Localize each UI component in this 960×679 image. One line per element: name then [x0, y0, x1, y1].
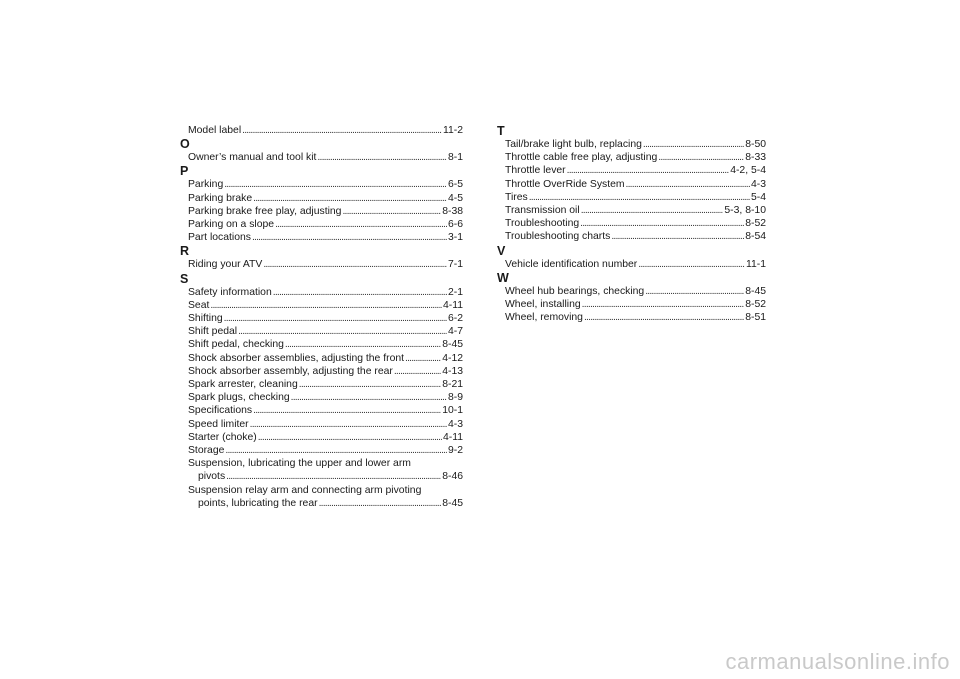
index-entry[interactable]: Wheel hub bearings, checking . . . 8-45 [497, 285, 766, 298]
index-entry-multiline[interactable]: Suspension relay arm and connecting arm pivoting points, lubricating the rear . . . 8-45 [180, 484, 463, 510]
index-entry[interactable]: Parking . . . 6-5 [180, 178, 463, 191]
index-group-v [497, 244, 766, 271]
index-entry[interactable]: Vehicle identification number . . . 11-1 [497, 258, 766, 271]
index-entry[interactable]: Owner’s manual and tool kit . . . 8-1 [180, 151, 463, 164]
index-entry[interactable]: Part locations . . . 3-1 [180, 231, 463, 244]
index-letter-heading: T [497, 124, 505, 138]
index-entry[interactable]: Throttle OverRide System . . . 4-3 [497, 178, 766, 191]
index-entry[interactable]: Tires . . . 5-4 [497, 191, 766, 204]
index-entry[interactable]: Transmission oil . . . 5-3, 8-10 [497, 204, 766, 217]
index-group-t [497, 124, 766, 244]
index-entry[interactable]: Shift pedal, checking . . . 8-45 [180, 338, 463, 351]
index-entry[interactable]: Shifting . . . 6-2 [180, 312, 463, 325]
index-group-r [180, 244, 463, 271]
index-letter-heading: O [180, 137, 190, 152]
index-entry[interactable]: Parking brake free play, adjusting . . . 8-38 [180, 205, 463, 218]
index-letter-heading: S [180, 271, 189, 286]
index-entry[interactable]: Parking brake . . . 4-5 [180, 192, 463, 205]
index-entry[interactable]: Safety information . . . 2-1 [180, 286, 463, 299]
index-entry[interactable]: Shock absorber assembly, adjusting the rear . . . 4-13 [180, 365, 463, 378]
index-group-p [180, 164, 463, 244]
index-entry[interactable]: Speed limiter . . . 4-3 [180, 418, 463, 431]
index-entry-multiline[interactable]: Suspension, lubricating the upper and lower arm pivots . . . 8-46 [180, 457, 463, 483]
index-entry[interactable]: Parking on a slope . . . 6-6 [180, 218, 463, 231]
index-group-o [180, 137, 463, 164]
index-entry[interactable]: Throttle cable free play, adjusting . . . 8-33 [497, 151, 766, 164]
index-column-right [497, 124, 766, 324]
index-entry[interactable]: Wheel, installing . . . 8-52 [497, 298, 766, 311]
index-letter-heading: V [497, 243, 506, 258]
watermark-text: carmanualsonline.info [725, 649, 950, 674]
index-entry[interactable]: Shift pedal . . . 4-7 [180, 325, 463, 338]
index-letter-heading: P [180, 164, 189, 179]
index-entry[interactable]: Troubleshooting charts . . . 8-54 [497, 230, 766, 243]
index-letter-heading: W [497, 270, 509, 285]
index-entry[interactable]: Spark arrester, cleaning . . . 8-21 [180, 378, 463, 391]
index-entry[interactable]: Tail/brake light bulb, replacing . . . 8-50 [497, 138, 766, 151]
index-entry[interactable]: Seat . . . 4-11 [180, 299, 463, 312]
index-group-s [180, 272, 463, 510]
index-entry[interactable]: Troubleshooting . . . 8-52 [497, 217, 766, 230]
index-entry[interactable]: Specifications . . . 10-1 [180, 404, 463, 417]
index-entry[interactable]: Throttle lever . . . 4-2, 5-4 [497, 164, 766, 177]
index-entry[interactable]: Wheel, removing . . . 8-51 [497, 311, 766, 324]
index-entry[interactable]: Riding your ATV . . . 7-1 [180, 258, 463, 271]
index-entry[interactable]: Storage . . . 9-2 [180, 444, 463, 457]
index-entry[interactable]: Model label . . . 11-2 [180, 124, 463, 137]
index-letter-heading: R [180, 244, 190, 259]
index-column-left [180, 124, 463, 510]
index-entry[interactable]: Shock absorber assemblies, adjusting the front . . . 4-12 [180, 352, 463, 365]
index-group-top [180, 124, 463, 137]
index-entry[interactable]: Spark plugs, checking . . . 8-9 [180, 391, 463, 404]
index-entry[interactable]: Starter (choke) . . . 4-11 [180, 431, 463, 444]
index-group-w [497, 271, 766, 325]
